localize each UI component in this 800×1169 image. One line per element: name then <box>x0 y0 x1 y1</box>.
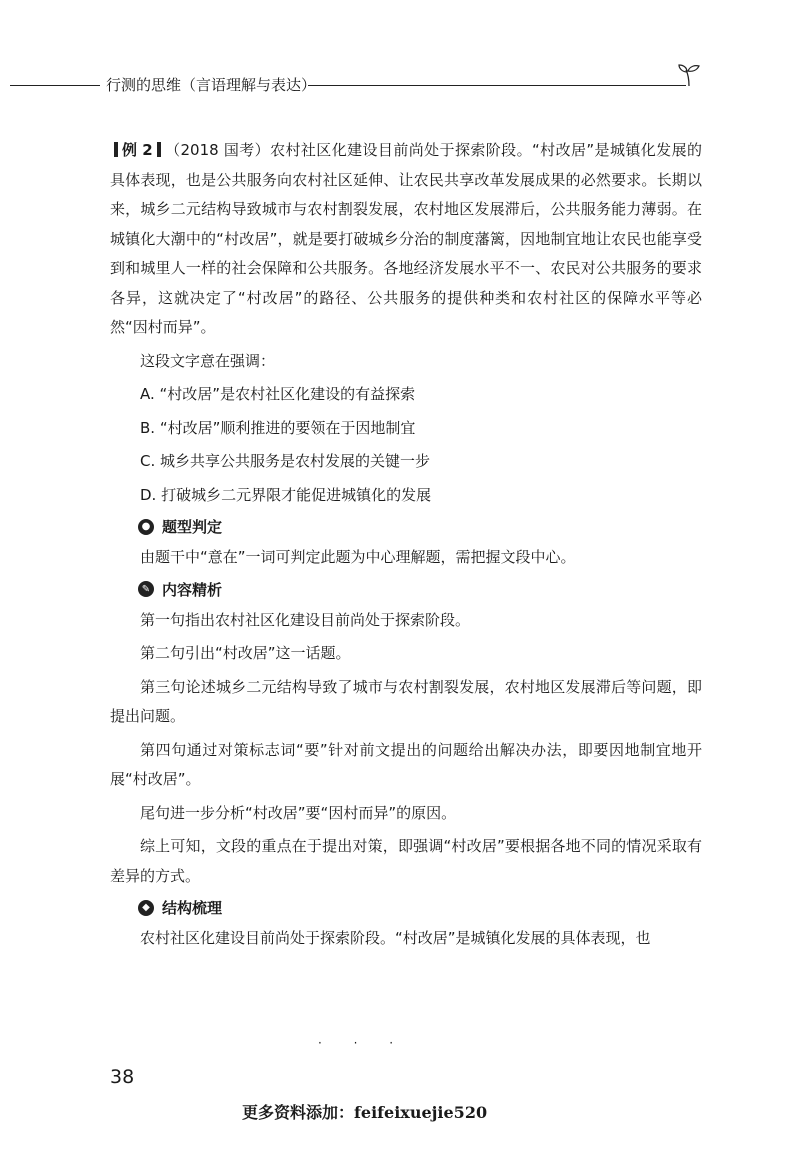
example-tag: 例 2 <box>122 141 153 159</box>
magnifier-icon: ✎ <box>138 581 154 597</box>
structure-text: 农村社区化建设目前尚处于探索阶段。“村改居”是城镇化发展的具体表现，也 <box>140 929 651 947</box>
analysis-line-4: 第四句通过对策标志词“要”针对前文提出的问题给出解决办法，即要因地制宜地开展“村改居”。 <box>110 740 702 788</box>
type-text: 由题干中“意在”一词可判定此题为中心理解题，需把握文段中心。 <box>140 548 576 566</box>
section-analysis-title: 内容精析 <box>162 580 223 599</box>
example-stem: 农村社区化建设目前尚处于探索阶段。“村改居”是城镇化发展的具体表现，也是公共服务向农村社区延伸、让农民共享改革发展成果的必然要求。长期以来，城乡二元结构导致城市与农村割裂发展，农村地区发展滞后，公共服务能力薄弱。在城镇化大潮中的“村改居”，就是要打破城乡分治的制度藩篱，因地制宜地让农民也能享受到和城里人一样的社会保障和公共服务。各地经济发展水平不一、农民对公共服务的要求各异，这就决定了“村改居”的路径、公共服务的提供种类和农村社区的保障水平等必然“因村而异”。 <box>110 141 702 336</box>
example-stem-paragraph <box>110 136 702 343</box>
analysis-line-2: 第二句引出“村改居”这一话题。 <box>140 644 351 662</box>
example-source: （2018 国考） <box>164 141 271 159</box>
option-b: B. “村改居”顺利推进的要领在于因地制宜 <box>140 418 416 437</box>
section-analysis-heading <box>138 579 702 600</box>
header-rule-left <box>10 85 100 86</box>
section-type-heading <box>138 516 702 537</box>
footer-watermark: 更多资料添加：feifeixuejie520 <box>242 1103 488 1122</box>
sprout-icon <box>676 62 702 88</box>
tree-icon: ◆ <box>138 900 154 916</box>
bulb-icon: ● <box>138 519 154 535</box>
analysis-line-6: 综上可知，文段的重点在于提出对策，即强调“村改居”要根据各地不同的情况采取有差异的方式。 <box>110 837 702 885</box>
page-number: 38 <box>110 1066 135 1088</box>
question-prompt: 这段文字意在强调： <box>140 351 276 370</box>
analysis-line-5: 尾句进一步分析“村改居”要“因村而异”的原因。 <box>140 803 457 822</box>
tag-bar-right <box>157 142 161 157</box>
header-title: 行测的思维（言语理解与表达） <box>106 76 317 94</box>
running-header <box>0 70 800 100</box>
page-content <box>110 136 702 958</box>
tag-bar-left <box>114 142 118 157</box>
option-a: A. “村改居”是农村社区化建设的有益探索 <box>140 385 416 403</box>
section-structure-title: 结构梳理 <box>162 899 223 917</box>
analysis-line-3: 第三句论述城乡二元结构导致了城市与农村割裂发展，农村地区发展滞后等问题，即提出问题。 <box>110 677 702 725</box>
section-structure-heading <box>138 897 702 918</box>
option-d: D. 打破城乡二元界限才能促进城镇化的发展 <box>140 485 432 504</box>
emphasis-dots: · · · <box>318 1036 408 1050</box>
header-rule-right <box>308 85 686 86</box>
section-type-title: 题型判定 <box>162 518 223 536</box>
analysis-line-1: 第一句指出农村社区化建设目前尚处于探索阶段。 <box>140 610 471 629</box>
option-c: C. 城乡共享公共服务是农村发展的关键一步 <box>140 452 431 470</box>
